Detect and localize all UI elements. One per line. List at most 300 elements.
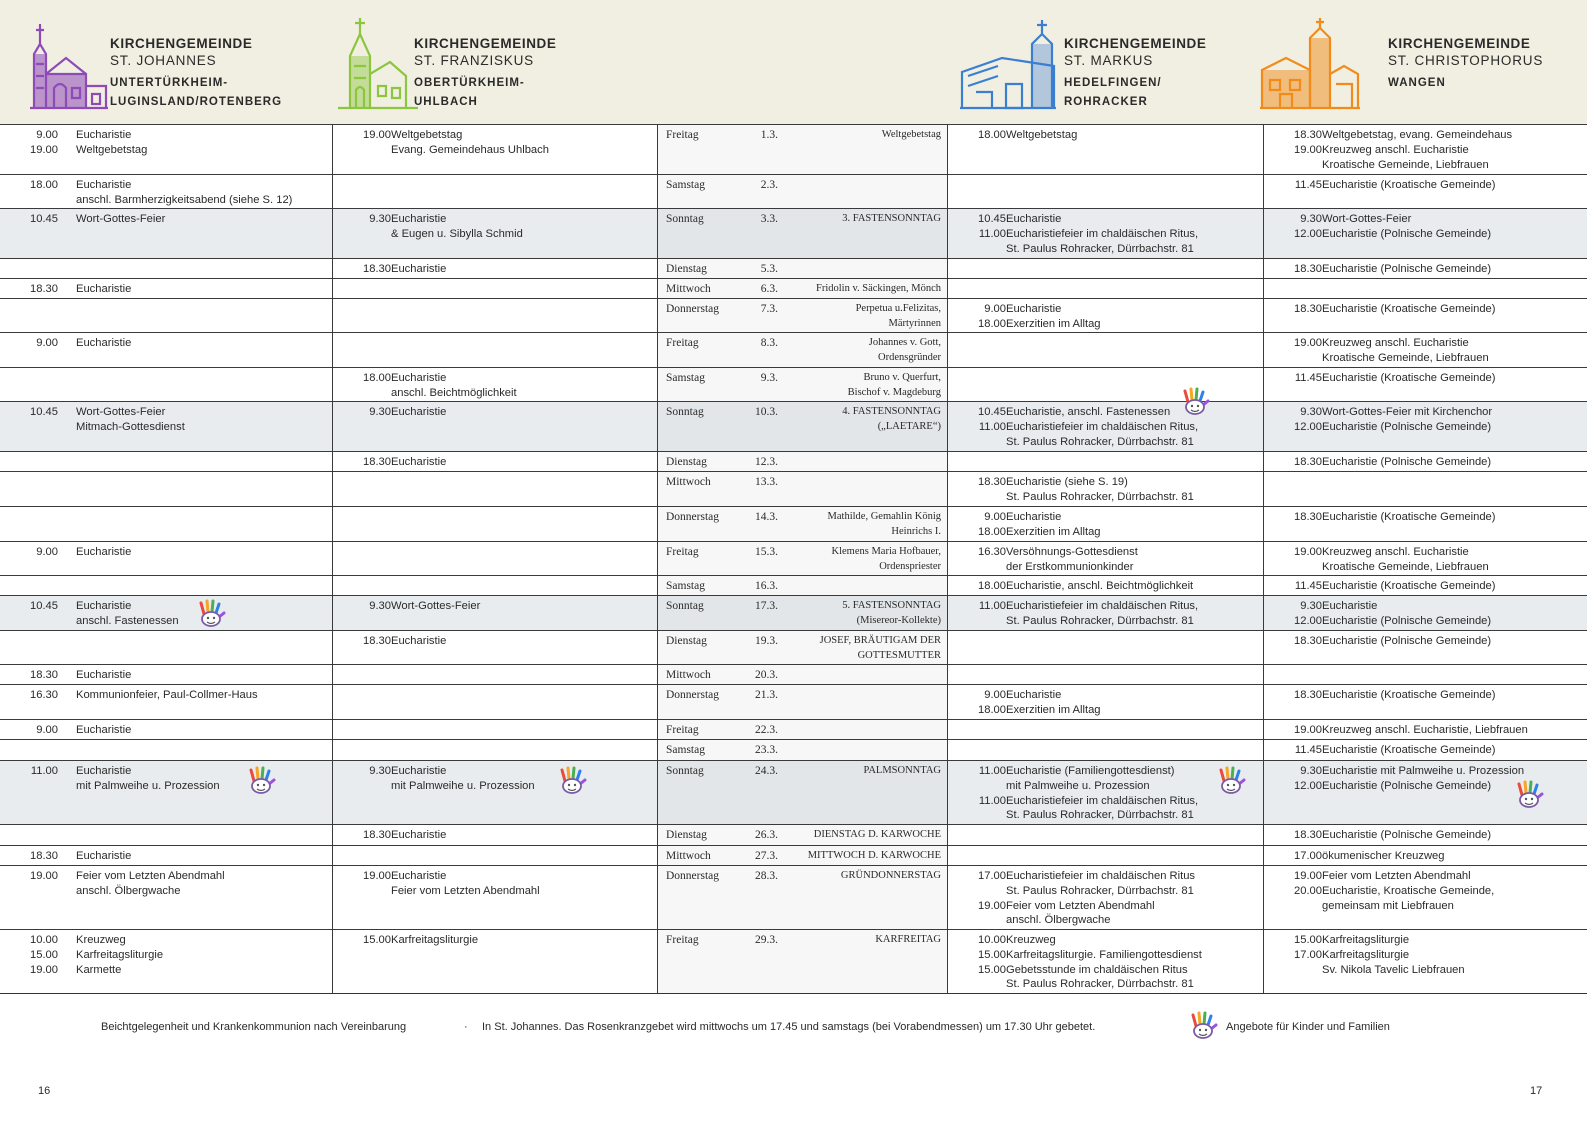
- service-title: Karfreitagsliturgie: [391, 934, 479, 946]
- service-title: Eucharistiefeier im chaldäischen Ritus: [1006, 870, 1196, 882]
- feast-line: Weltgebetstag: [881, 129, 941, 140]
- date-cell: [657, 125, 947, 174]
- service-title: Kreuzweg anschl. Eucharistie: [1322, 337, 1469, 349]
- service-cell: [1263, 542, 1587, 575]
- page-number-left: 16: [38, 1085, 51, 1097]
- service-cell: [947, 740, 1263, 760]
- date-cell: [657, 259, 947, 278]
- service-cell: [0, 452, 332, 471]
- church-icon: [1260, 14, 1360, 110]
- service-title: gemeinsam mit Liebfrauen: [1322, 899, 1454, 912]
- footer-separator: ·: [464, 1021, 468, 1033]
- service-entry: [948, 317, 1263, 332]
- service-entry: [948, 614, 1263, 629]
- service-cell: [332, 866, 657, 929]
- service-title: Eucharistie: [1322, 600, 1378, 612]
- service-title: Eucharistie: [1006, 511, 1062, 523]
- service-title: Exerzitien im Alltag: [1006, 317, 1101, 330]
- date-cell: [657, 279, 947, 298]
- feast-day: [848, 371, 941, 401]
- service-cell: [332, 259, 657, 278]
- service-title: Karfreitagsliturgie: [1322, 948, 1410, 961]
- service-entry: [948, 227, 1263, 242]
- feast-line: Bischof v. Magdeburg: [847, 386, 941, 398]
- service-time: 9.00: [984, 303, 1006, 315]
- service-time: 19.00: [1294, 337, 1322, 349]
- service-cell: [332, 175, 657, 208]
- service-cell: [0, 368, 332, 401]
- feast-line: GOTTESMUTTER: [857, 649, 941, 661]
- service-time: 15.00: [978, 963, 1006, 976]
- service-time: 16.30: [30, 689, 58, 701]
- date-cell: [657, 665, 947, 684]
- weekday: Donnerstag: [666, 303, 720, 315]
- service-time: 18.00: [363, 372, 391, 384]
- feast-day: [808, 849, 941, 864]
- service-time: 18.30: [1294, 829, 1322, 841]
- feast-line: („LAETARE“): [877, 420, 941, 432]
- service-title: Feier vom Letzten Abendmahl: [391, 884, 540, 897]
- service-entry: [1264, 743, 1587, 758]
- service-cell: [947, 259, 1263, 278]
- service-title: Eucharistie: [1006, 303, 1062, 315]
- service-time: 19.00: [1294, 724, 1322, 736]
- service-cell: [0, 259, 332, 278]
- service-time: 19.00: [1294, 546, 1322, 558]
- service-time: 15.00: [363, 934, 391, 946]
- service-entry: [1264, 849, 1587, 864]
- service-title: Eucharistie (Polnische Gemeinde): [1322, 456, 1492, 468]
- feast-day: [828, 510, 941, 540]
- feast-line: Fridolin v. Säckingen, Mönch: [815, 283, 941, 294]
- service-cell: [1263, 576, 1587, 595]
- service-entry: [333, 143, 657, 158]
- feast-day: [875, 933, 941, 948]
- feast-day: [842, 212, 941, 227]
- service-title: Weltgebetstag: [391, 129, 463, 141]
- service-cell: [332, 472, 657, 506]
- service-title: Karfreitagsliturgie: [1322, 934, 1410, 946]
- service-title: Eucharistie (Kroatische Gemeinde): [1322, 303, 1496, 315]
- header-band: [0, 0, 1587, 124]
- service-time: 18.00: [978, 525, 1006, 538]
- feast-line: Perpetua u.Felizitas,: [855, 303, 941, 314]
- service-cell: [0, 576, 332, 595]
- service-entry: [948, 869, 1263, 884]
- service-entry: [948, 302, 1263, 317]
- service-time: 18.30: [1294, 456, 1322, 468]
- service-entry: [948, 128, 1263, 143]
- service-cell: [0, 333, 332, 367]
- service-entry: [948, 794, 1263, 809]
- service-title: Eucharistie (Polnische Gemeinde): [1322, 614, 1492, 627]
- service-entry: [948, 435, 1263, 450]
- service-entry: [948, 242, 1263, 257]
- date: 5.3.: [760, 263, 778, 275]
- service-title: Weltgebetstag: [76, 143, 148, 156]
- service-time: 18.30: [1294, 511, 1322, 523]
- date: 20.3.: [755, 669, 778, 681]
- service-cell: [947, 125, 1263, 174]
- service-cell: [1263, 452, 1587, 471]
- service-title: Kroatische Gemeinde, Liebfrauen: [1322, 158, 1489, 171]
- feast-line: DIENSTAG D. KARWOCHE: [813, 829, 941, 840]
- service-cell: [1263, 685, 1587, 719]
- date-cell: [657, 576, 947, 595]
- service-time: 10.45: [978, 213, 1006, 225]
- service-cell: [947, 576, 1263, 595]
- service-cell: [332, 402, 657, 451]
- service-entry: [948, 884, 1263, 899]
- church-icon: [26, 14, 110, 110]
- service-title: Karfreitagsliturgie: [76, 948, 164, 961]
- service-cell: [332, 846, 657, 865]
- service-entry: [948, 688, 1263, 703]
- service-entry: [0, 545, 332, 560]
- service-entry: [1264, 599, 1587, 614]
- service-cell: [947, 333, 1263, 367]
- service-cell: [1263, 175, 1587, 208]
- service-time: 9.00: [36, 724, 58, 736]
- service-cell: [947, 720, 1263, 739]
- church-icon: [336, 14, 420, 110]
- service-cell: [0, 866, 332, 929]
- feast-day: [832, 545, 942, 575]
- weekday: Sonntag: [666, 765, 704, 777]
- service-entry: [1264, 302, 1587, 317]
- service-cell: [1263, 596, 1587, 630]
- feast-line: 4. FASTENSONNTAG: [842, 406, 941, 417]
- service-cell: [947, 761, 1263, 824]
- service-title: Eucharistie (Kroatische Gemeinde): [1322, 511, 1496, 523]
- date: 24.3.: [755, 765, 778, 777]
- service-title: Eucharistie: [76, 765, 132, 777]
- date-cell: [657, 930, 947, 993]
- service-time: 17.00: [978, 870, 1006, 882]
- service-entry: [0, 948, 332, 963]
- date-cell: [657, 333, 947, 367]
- service-cell: [1263, 368, 1587, 401]
- weekday: Freitag: [666, 724, 699, 736]
- schedule-row: [0, 298, 1587, 332]
- service-cell: [0, 665, 332, 684]
- service-entry: [0, 688, 332, 703]
- weekday: Samstag: [666, 372, 705, 384]
- schedule-row: [0, 506, 1587, 541]
- schedule-row: [0, 401, 1587, 451]
- service-cell: [1263, 930, 1587, 993]
- date-cell: [657, 740, 947, 760]
- schedule-row: [0, 684, 1587, 719]
- weekday: Mittwoch: [666, 850, 711, 862]
- parish-name: KIRCHENGEMEINDE ST. CHRISTOPHORUS: [1388, 36, 1544, 68]
- schedule-row: [0, 258, 1587, 278]
- service-title: Wort-Gottes-Feier: [76, 213, 166, 225]
- service-entry: [948, 525, 1263, 540]
- service-entry: [1264, 212, 1587, 227]
- service-cell: [1263, 866, 1587, 929]
- service-time: 17.00: [1294, 850, 1322, 862]
- service-entry: [0, 143, 332, 158]
- service-cell: [332, 761, 657, 824]
- date: 14.3.: [755, 511, 778, 523]
- service-time: 19.00: [1294, 870, 1322, 882]
- service-entry: [333, 764, 657, 779]
- service-cell: [332, 596, 657, 630]
- service-cell: [332, 740, 657, 760]
- feast-line: Märtyrinnen: [888, 317, 941, 329]
- service-cell: [332, 542, 657, 575]
- service-entry: [948, 703, 1263, 718]
- service-time: 9.30: [1300, 600, 1322, 612]
- service-time: 9.00: [984, 689, 1006, 701]
- service-entry: [0, 420, 332, 435]
- service-cell: [0, 299, 332, 332]
- page-number-right: 17: [1530, 1085, 1543, 1097]
- parish-name: KIRCHENGEMEINDE ST. FRANZISKUS: [414, 36, 557, 68]
- service-entry: [948, 948, 1263, 963]
- schedule-row: [0, 471, 1587, 506]
- service-title: Eucharistie: [391, 635, 447, 647]
- service-title: Kreuzweg anschl. Eucharistie: [1322, 143, 1469, 156]
- service-title: & Eugen u. Sibylla Schmid: [391, 227, 523, 240]
- service-title: der Erstkommunionkinder: [1006, 560, 1134, 573]
- service-cell: [0, 930, 332, 993]
- service-entry: [948, 579, 1263, 594]
- service-cell: [332, 452, 657, 471]
- schedule-row: [0, 278, 1587, 298]
- service-entry: [948, 490, 1263, 505]
- service-title: Eucharistie (Polnische Gemeinde): [1322, 635, 1492, 647]
- service-entry: [948, 599, 1263, 614]
- service-title: Kreuzweg: [1006, 934, 1056, 946]
- date-cell: [657, 685, 947, 719]
- weekday: Freitag: [666, 546, 699, 558]
- service-entry: [1264, 828, 1587, 843]
- service-entry: [0, 668, 332, 683]
- service-time: 19.00: [363, 129, 391, 141]
- feast-day: [842, 405, 941, 435]
- service-cell: [0, 507, 332, 541]
- service-cell: [0, 402, 332, 451]
- service-time: 20.00: [1294, 884, 1322, 897]
- feast-line: 5. FASTENSONNTAG: [842, 600, 941, 611]
- weekday: Donnerstag: [666, 870, 720, 882]
- service-title: Eucharistiefeier im chaldäischen Ritus,: [1006, 600, 1199, 612]
- schedule-table: [0, 124, 1587, 994]
- service-title: Eucharistie (Polnische Gemeinde): [1322, 227, 1492, 240]
- service-entry: [0, 723, 332, 738]
- feast-day: [842, 599, 941, 629]
- service-title: Eucharistie: [391, 372, 447, 384]
- service-time: 11.00: [978, 765, 1006, 777]
- weekday: Donnerstag: [666, 511, 720, 523]
- service-time: 15.00: [30, 948, 58, 961]
- service-time: 19.00: [978, 899, 1006, 912]
- date-cell: [657, 175, 947, 208]
- service-time: 18.30: [363, 829, 391, 841]
- service-title: Weltgebetstag, evang. Gemeindehaus: [1322, 129, 1513, 141]
- service-cell: [332, 930, 657, 993]
- parish-area: OBERTÜRKHEIM- UHLBACH: [414, 77, 525, 108]
- service-entry: [333, 386, 657, 401]
- date: 6.3.: [760, 283, 778, 295]
- weekday: Freitag: [666, 129, 699, 141]
- date-cell: [657, 507, 947, 541]
- service-title: Gebetsstunde im chaldäischen Ritus: [1006, 963, 1188, 976]
- feast-line: PALMSONNTAG: [863, 765, 941, 776]
- date: 1.3.: [760, 129, 778, 141]
- footer-legend: Angebote für Kinder und Familien: [1226, 1021, 1390, 1033]
- service-cell: [947, 209, 1263, 258]
- service-cell: [947, 279, 1263, 298]
- service-title: Eucharistiefeier im chaldäischen Ritus,: [1006, 794, 1199, 807]
- service-entry: [1264, 963, 1587, 978]
- service-cell: [1263, 333, 1587, 367]
- service-cell: [947, 685, 1263, 719]
- service-cell: [332, 209, 657, 258]
- service-time: 19.00: [30, 143, 58, 156]
- service-entry: [1264, 948, 1587, 963]
- service-entry: [0, 779, 332, 794]
- service-title: Wort-Gottes-Feier: [391, 600, 481, 612]
- service-cell: [947, 825, 1263, 845]
- service-time: 11.45: [1294, 179, 1322, 191]
- schedule-row: [0, 824, 1587, 845]
- service-time: 9.00: [36, 546, 58, 558]
- service-entry: [333, 405, 657, 420]
- service-cell: [1263, 720, 1587, 739]
- service-time: 11.45: [1294, 580, 1322, 592]
- service-entry: [948, 913, 1263, 928]
- feast-line: (Misereor-Kollekte): [856, 614, 941, 626]
- service-cell: [0, 720, 332, 739]
- service-cell: [0, 596, 332, 630]
- service-entry: [333, 884, 657, 899]
- weekday: Samstag: [666, 179, 705, 191]
- service-title: Eucharistie (siehe S. 19): [1006, 476, 1128, 488]
- service-title: mit Palmweihe u. Prozession: [76, 779, 220, 792]
- service-entry: [0, 764, 332, 779]
- service-time: 11.00: [978, 420, 1006, 433]
- feast-day: [863, 764, 941, 779]
- service-title: Eucharistie, anschl. Beichtmöglichkeit: [1006, 580, 1194, 592]
- service-entry: [0, 869, 332, 884]
- feast-line: Johannes v. Gott,: [868, 337, 941, 348]
- service-entry: [948, 963, 1263, 978]
- service-cell: [0, 209, 332, 258]
- service-time: 12.00: [1294, 420, 1322, 433]
- service-cell: [332, 507, 657, 541]
- footer-note-confession: Beichtgelegenheit und Krankenkommunion nach Vereinbarung: [101, 1021, 407, 1033]
- date: 3.3.: [760, 213, 778, 225]
- service-time: 9.30: [1300, 765, 1322, 777]
- feast-line: 3. FASTENSONNTAG: [842, 213, 941, 224]
- service-entry: [333, 128, 657, 143]
- service-title: Feier vom Letzten Abendmahl: [1006, 899, 1155, 912]
- service-title: Eucharistie: [391, 406, 447, 418]
- service-time: 18.30: [363, 456, 391, 468]
- service-entry: [333, 779, 657, 794]
- service-title: Kreuzweg: [76, 934, 126, 946]
- service-time: 18.30: [1294, 689, 1322, 701]
- date: 29.3.: [755, 934, 778, 946]
- service-title: Eucharistie: [391, 829, 447, 841]
- service-title: Eucharistie: [76, 850, 132, 862]
- service-title: Sv. Nikola Tavelic Liebfrauen: [1322, 963, 1465, 976]
- feast-day: [856, 302, 941, 332]
- date-cell: [657, 542, 947, 575]
- footer-notes: [0, 1018, 1587, 1040]
- service-entry: [0, 128, 332, 143]
- service-title: Eucharistie (Polnische Gemeinde): [1322, 829, 1492, 841]
- service-cell: [947, 866, 1263, 929]
- service-entry: [1264, 336, 1587, 351]
- parish-area: UNTERTÜRKHEIM- LUGINSLAND/ROTENBERG: [110, 77, 283, 108]
- service-time: 19.00: [363, 870, 391, 882]
- service-time: 18.30: [978, 476, 1006, 488]
- service-entry: [1264, 579, 1587, 594]
- weekday: Dienstag: [666, 456, 707, 468]
- service-entry: [1264, 869, 1587, 884]
- service-time: 9.00: [984, 511, 1006, 523]
- feast-day: [820, 634, 941, 664]
- service-entry: [0, 193, 332, 208]
- service-entry: [333, 371, 657, 386]
- family-hand-icon: [1514, 779, 1544, 809]
- feast-day: [882, 128, 941, 143]
- date: 10.3.: [755, 406, 778, 418]
- feast-line: KARFREITAG: [875, 934, 941, 945]
- parish-area: HEDELFINGEN/ ROHRACKER: [1064, 77, 1162, 108]
- service-cell: [947, 402, 1263, 451]
- service-cell: [332, 576, 657, 595]
- service-entry: [333, 933, 657, 948]
- date-cell: [657, 631, 947, 664]
- service-entry: [1264, 764, 1587, 779]
- family-hand-icon: [557, 765, 587, 795]
- service-cell: [0, 685, 332, 719]
- schedule-row: [0, 367, 1587, 401]
- service-cell: [1263, 631, 1587, 664]
- service-time: 9.30: [369, 765, 391, 777]
- service-entry: [1264, 371, 1587, 386]
- service-cell: [332, 665, 657, 684]
- service-title: St. Paulus Rohracker, Dürrbachstr. 81: [1006, 435, 1194, 448]
- service-cell: [0, 631, 332, 664]
- date-cell: [657, 596, 947, 630]
- service-entry: [0, 178, 332, 193]
- date: 19.3.: [755, 635, 778, 647]
- service-cell: [0, 279, 332, 298]
- service-title: St. Paulus Rohracker, Dürrbachstr. 81: [1006, 490, 1194, 503]
- date-cell: [657, 866, 947, 929]
- service-entry: [948, 420, 1263, 435]
- service-title: mit Palmweihe u. Prozession: [391, 779, 535, 792]
- service-cell: [1263, 279, 1587, 298]
- service-time: 18.30: [30, 283, 58, 295]
- date: 13.3.: [755, 476, 778, 488]
- service-cell: [332, 125, 657, 174]
- feast-line: Mathilde, Gemahlin König: [827, 511, 941, 522]
- service-title: Eucharistie: [391, 765, 447, 777]
- date-cell: [657, 472, 947, 506]
- service-time: 9.30: [369, 213, 391, 225]
- service-cell: [0, 825, 332, 845]
- weekday: Sonntag: [666, 406, 704, 418]
- service-cell: [0, 472, 332, 506]
- service-title: mit Palmweihe u. Prozession: [1006, 779, 1150, 792]
